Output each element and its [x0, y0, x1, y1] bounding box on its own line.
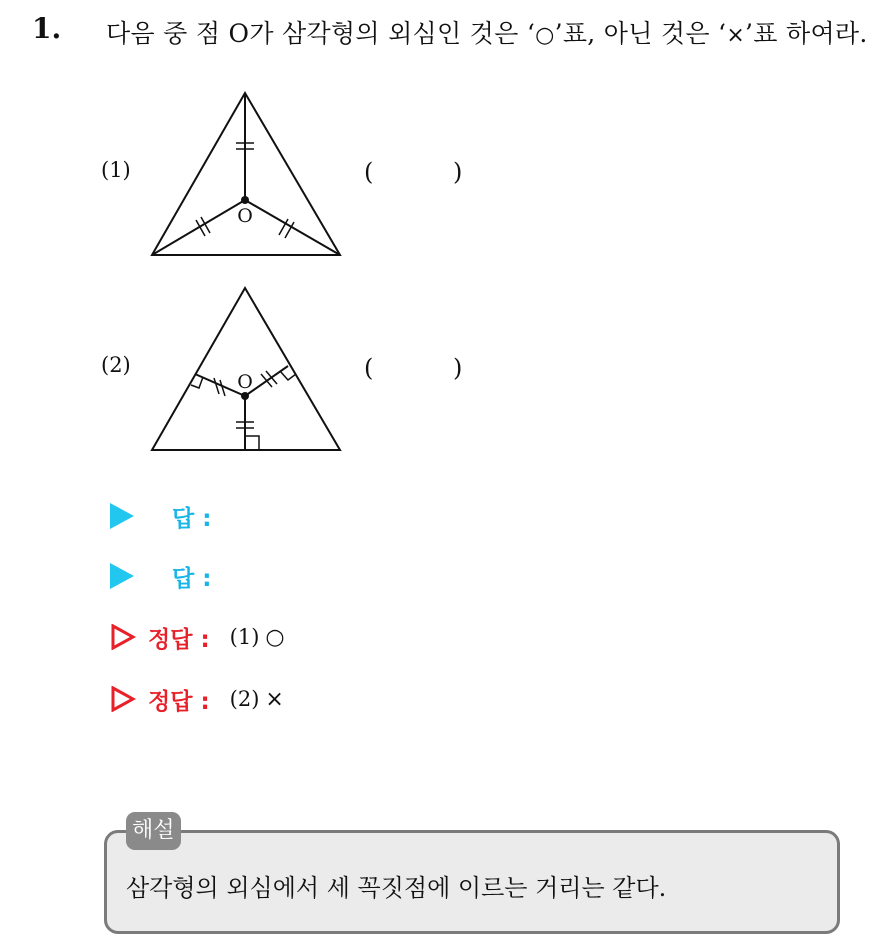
- play-triangle-icon: [110, 563, 134, 589]
- explanation-text: 삼각형의 외심에서 세 꼭짓점에 이르는 거리는 같다.: [126, 874, 667, 902]
- question-text: [106, 14, 868, 50]
- answer-paren-close: ): [453, 158, 463, 186]
- answer-paren-open: (: [364, 158, 374, 186]
- question-text-part-1: 다음 중 점 O가 삼각형의 외심인 것은 ‘: [106, 19, 536, 48]
- item-1-label: (1): [101, 158, 131, 182]
- correct-answer-row-2: [110, 682, 284, 716]
- center-point-label: O: [237, 371, 253, 393]
- correct-answer-label: 정답 :: [148, 626, 210, 653]
- correct-answer-label: 정답 :: [148, 688, 210, 715]
- correct-answer-value: [230, 687, 284, 712]
- answer-row-1: [110, 499, 211, 533]
- outline-triangle-icon: [110, 686, 136, 712]
- question-text-part-3: ’표 하여라.: [745, 19, 868, 48]
- answer-paren-open: (: [364, 354, 374, 382]
- item-2-label: (2): [101, 353, 131, 377]
- answer-paren-close: ): [453, 354, 463, 382]
- correct-answer-value: [230, 625, 285, 650]
- cross-mark-icon: ×: [265, 686, 284, 712]
- outline-triangle-icon: [110, 624, 136, 650]
- question-text-part-2: ’표, 아닌 것은 ‘: [554, 19, 727, 48]
- circle-mark-icon: ○: [535, 23, 555, 48]
- correct-answer-item: (1): [229, 624, 260, 649]
- question-number: 1.: [32, 12, 62, 45]
- cross-mark-icon: ×: [726, 23, 746, 48]
- answer-label: 답 :: [172, 505, 212, 532]
- play-triangle-icon: [110, 503, 134, 529]
- circumcenter-triangle-figure: [148, 88, 344, 260]
- circle-mark-icon: ○: [265, 624, 285, 650]
- correct-answer-row-1: [110, 620, 285, 654]
- answer-row-2: [110, 559, 211, 593]
- explanation-tag: 해설: [126, 812, 181, 850]
- answer-label: 답 :: [172, 565, 212, 592]
- correct-answer-item: (2): [229, 686, 260, 711]
- incenter-triangle-figure: [148, 284, 344, 456]
- center-point-label: O: [237, 205, 253, 227]
